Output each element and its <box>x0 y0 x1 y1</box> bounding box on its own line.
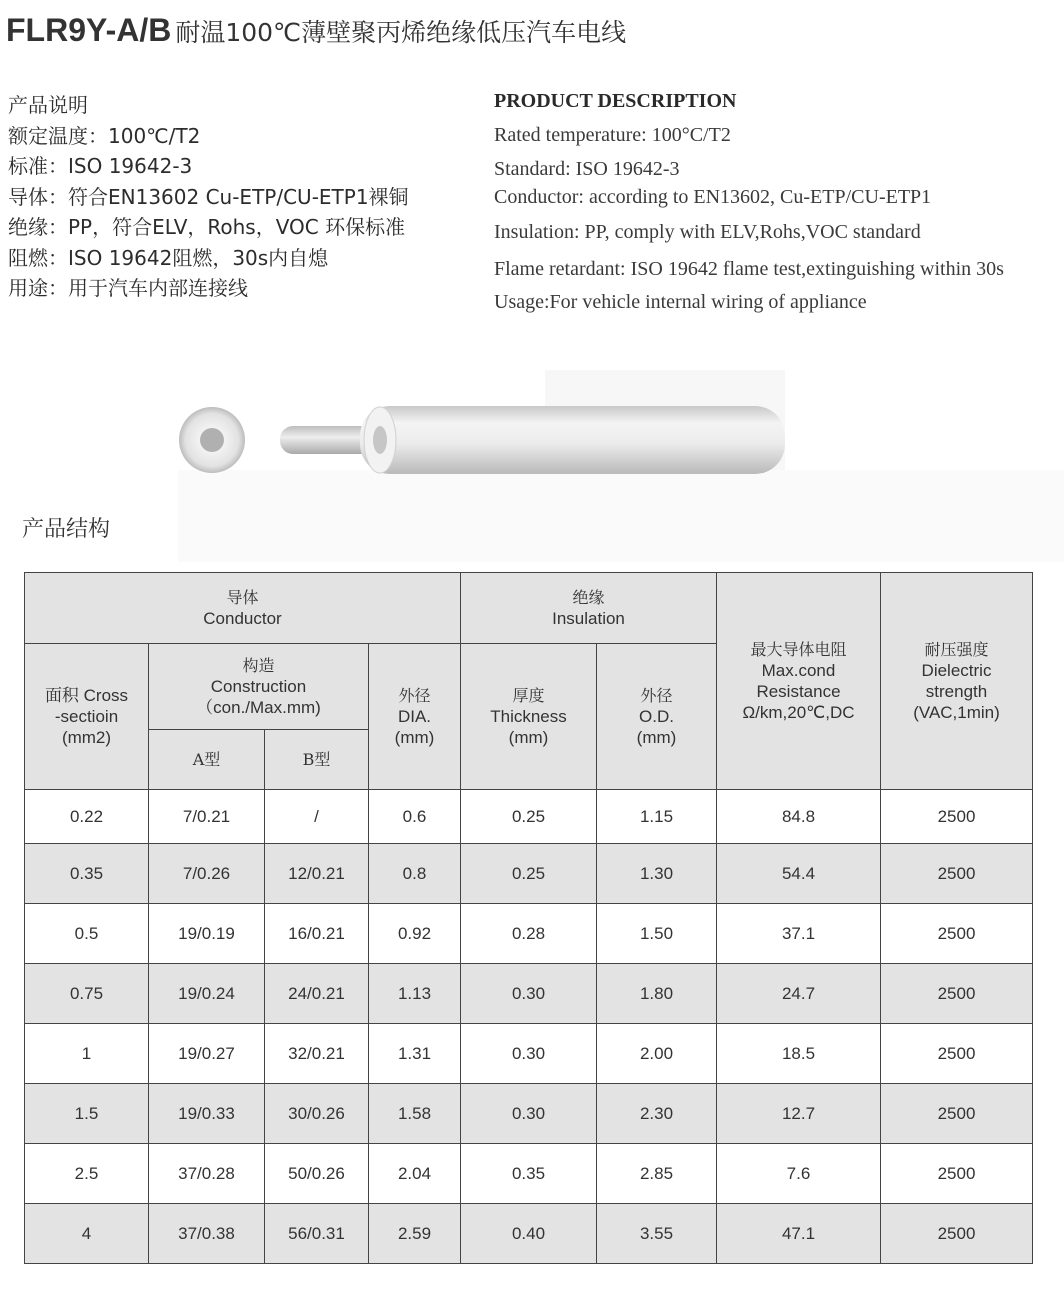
en-desc-line: Rated temperature: 100°C/T2 <box>494 124 731 146</box>
cell-type-b: 24/0.21 <box>265 964 369 1024</box>
cn-desc-line: 绝缘：PP，符合ELV，Rohs，VOC 环保标准 <box>8 215 406 239</box>
cell-conductor-dia: 0.92 <box>369 904 461 964</box>
cell-thickness: 0.25 <box>461 790 597 844</box>
spec-table-body <box>25 790 1033 1264</box>
cell-od: 2.00 <box>597 1024 717 1084</box>
cell-dielectric: 2500 <box>881 844 1033 904</box>
cell-type-b: 56/0.31 <box>265 1204 369 1264</box>
cn-desc-line: 标准：ISO 19642-3 <box>8 154 193 178</box>
header-conductor: 导体 Conductor <box>25 573 461 644</box>
cn-desc-line: 阻燃：ISO 19642阻燃，30s内自熄 <box>8 245 329 270</box>
cell-dielectric: 2500 <box>881 1204 1033 1264</box>
cable-illustration <box>0 370 1064 570</box>
cell-type-b: / <box>265 790 369 844</box>
cell-type-a: 19/0.24 <box>149 964 265 1024</box>
header-dielectric: 耐压强度 Dielectric strength (VAC,1min) <box>881 573 1033 790</box>
product-subtitle: 耐温100℃薄壁聚丙烯绝缘低压汽车电线 <box>175 18 627 47</box>
table-row <box>25 1084 1033 1144</box>
spec-table <box>24 572 1033 1264</box>
header-od: 外径 O.D. (mm) <box>597 644 717 790</box>
cell-thickness: 0.30 <box>461 1024 597 1084</box>
header-resistance: 最大导体电阻 Max.cond Resistance Ω/km,20℃,DC <box>717 573 881 790</box>
table-row <box>25 904 1033 964</box>
cell-type-a: 7/0.26 <box>149 844 265 904</box>
cell-area: 1.5 <box>25 1084 149 1144</box>
cable-sheath <box>360 406 785 474</box>
cell-area: 0.75 <box>25 964 149 1024</box>
cell-type-b: 12/0.21 <box>265 844 369 904</box>
cell-thickness: 0.30 <box>461 964 597 1024</box>
en-desc-line: Usage:For vehicle internal wiring of appliance <box>494 291 867 313</box>
table-row <box>25 790 1033 844</box>
header-conductor-dia: 外径 DIA. (mm) <box>369 644 461 790</box>
table-row <box>25 1144 1033 1204</box>
page-title <box>6 12 626 49</box>
cell-thickness: 0.40 <box>461 1204 597 1264</box>
cn-desc-line: 额定温度：100℃/T2 <box>8 123 201 148</box>
header-type-b: B型 <box>265 730 369 790</box>
cell-type-a: 19/0.33 <box>149 1084 265 1144</box>
en-desc-heading: PRODUCT DESCRIPTION <box>494 90 737 112</box>
header-type-a: A型 <box>149 730 265 790</box>
cell-od: 2.30 <box>597 1084 717 1144</box>
header-insulation: 绝缘 Insulation <box>461 573 717 644</box>
cell-od: 3.55 <box>597 1204 717 1264</box>
cell-resistance: 84.8 <box>717 790 881 844</box>
cell-area: 0.5 <box>25 904 149 964</box>
header-construction: 构造 Construction （con./Max.mm) <box>149 644 369 730</box>
cell-conductor-dia: 1.58 <box>369 1084 461 1144</box>
header-area: 面积 Cross -sectioin (mm2) <box>25 644 149 790</box>
cell-dielectric: 2500 <box>881 1084 1033 1144</box>
cell-conductor-dia: 1.13 <box>369 964 461 1024</box>
cell-dielectric: 2500 <box>881 904 1033 964</box>
cell-area: 4 <box>25 1204 149 1264</box>
cell-type-b: 16/0.21 <box>265 904 369 964</box>
cell-type-a: 7/0.21 <box>149 790 265 844</box>
en-desc-line: Flame retardant: ISO 19642 flame test,extinguishing within 30s <box>494 258 1004 280</box>
table-row <box>25 964 1033 1024</box>
cell-resistance: 24.7 <box>717 964 881 1024</box>
cell-type-a: 37/0.38 <box>149 1204 265 1264</box>
cell-thickness: 0.30 <box>461 1084 597 1144</box>
en-desc-line: Insulation: PP, comply with ELV,Rohs,VOC standard <box>494 221 921 243</box>
cell-dielectric: 2500 <box>881 790 1033 844</box>
cn-description <box>8 90 478 304</box>
cell-od: 1.50 <box>597 904 717 964</box>
cell-resistance: 18.5 <box>717 1024 881 1084</box>
cell-resistance: 54.4 <box>717 844 881 904</box>
cell-area: 2.5 <box>25 1144 149 1204</box>
table-row <box>25 844 1033 904</box>
cell-dielectric: 2500 <box>881 964 1033 1024</box>
cell-od: 2.85 <box>597 1144 717 1204</box>
table-row <box>25 1204 1033 1264</box>
cell-conductor-dia: 2.04 <box>369 1144 461 1204</box>
cell-type-a: 19/0.19 <box>149 904 265 964</box>
cell-thickness: 0.25 <box>461 844 597 904</box>
header-thickness: 厚度 Thickness (mm) <box>461 644 597 790</box>
cell-area: 1 <box>25 1024 149 1084</box>
cell-type-b: 50/0.26 <box>265 1144 369 1204</box>
table-row <box>25 1024 1033 1084</box>
cable-image <box>0 370 1064 570</box>
cell-resistance: 37.1 <box>717 904 881 964</box>
cell-od: 1.30 <box>597 844 717 904</box>
cn-desc-line: 导体：符合EN13602 Cu-ETP/CU-ETP1裸铜 <box>8 184 409 209</box>
cell-type-a: 37/0.28 <box>149 1144 265 1204</box>
cell-od: 1.80 <box>597 964 717 1024</box>
cell-type-b: 30/0.26 <box>265 1084 369 1144</box>
cn-desc-line: 用途：用于汽车内部连接线 <box>8 276 248 300</box>
model-name: FLR9Y-A/B <box>6 12 172 48</box>
cell-area: 0.22 <box>25 790 149 844</box>
cell-thickness: 0.28 <box>461 904 597 964</box>
en-desc-line: Conductor: according to EN13602, Cu-ETP/CU-ETP1 <box>494 186 932 208</box>
cell-resistance: 47.1 <box>717 1204 881 1264</box>
cell-conductor-dia: 0.8 <box>369 844 461 904</box>
cell-dielectric: 2500 <box>881 1024 1033 1084</box>
cell-conductor-dia: 2.59 <box>369 1204 461 1264</box>
cell-type-b: 32/0.21 <box>265 1024 369 1084</box>
structure-title: 产品结构 <box>22 517 111 542</box>
cell-type-a: 19/0.27 <box>149 1024 265 1084</box>
cell-resistance: 7.6 <box>717 1144 881 1204</box>
cn-desc-line: 产品说明 <box>8 93 88 117</box>
cell-conductor-dia: 0.6 <box>369 790 461 844</box>
cell-thickness: 0.35 <box>461 1144 597 1204</box>
cell-od: 1.15 <box>597 790 717 844</box>
cell-dielectric: 2500 <box>881 1144 1033 1204</box>
en-desc-line: Standard: ISO 19642-3 <box>494 158 680 180</box>
cell-area: 0.35 <box>25 844 149 904</box>
cell-resistance: 12.7 <box>717 1084 881 1144</box>
cell-conductor-dia: 1.31 <box>369 1024 461 1084</box>
